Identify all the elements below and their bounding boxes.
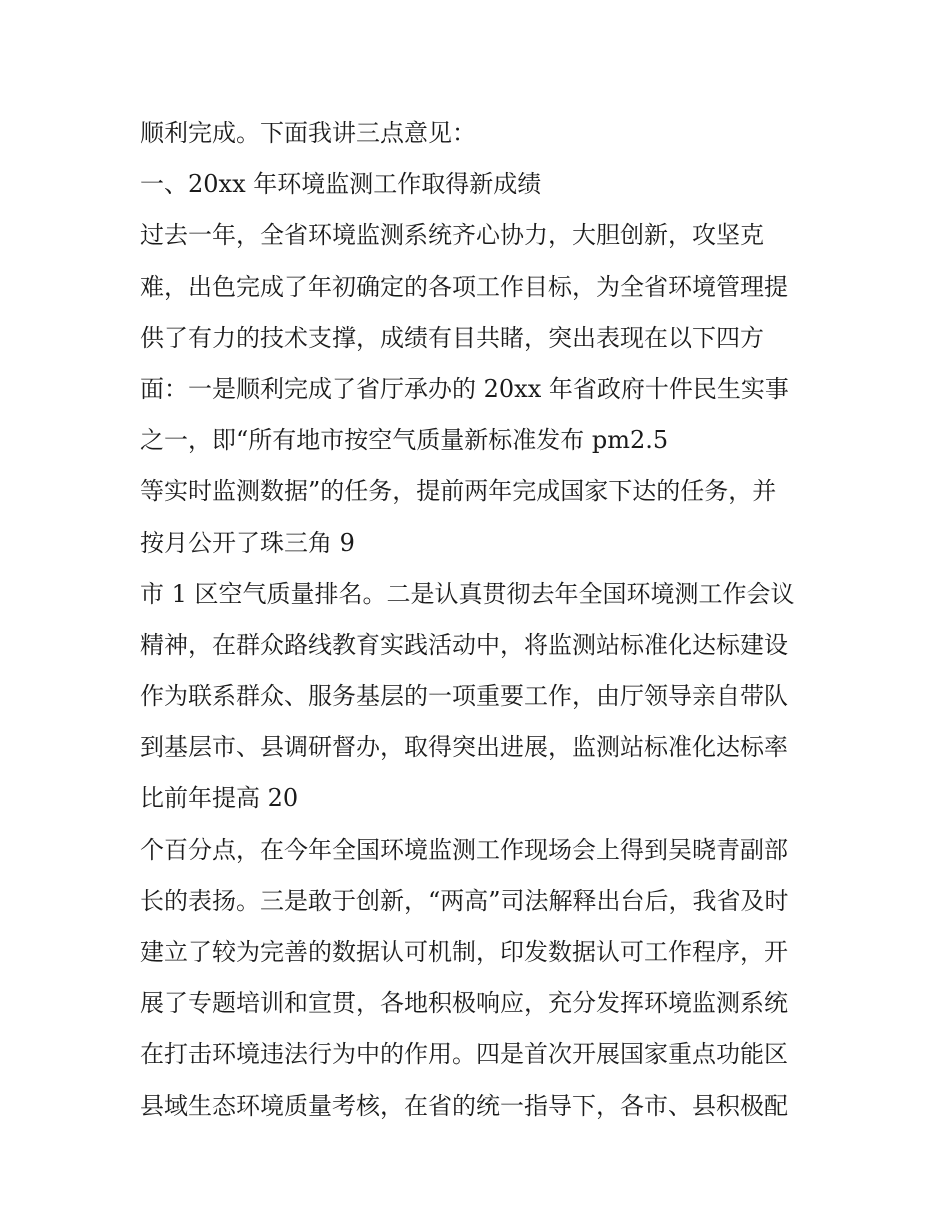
text-line: 精神，在群众路线教育实践活动中，将监测站标准化达标建设	[140, 630, 788, 659]
text-line: 之一，即“所有地市按空气质量新标准发布 pm2.5	[140, 426, 669, 455]
text-line: 个百分点，在今年全国环境监测工作现场会上得到吴晓青副部	[140, 835, 788, 864]
document-body	[140, 108, 820, 1132]
text-line: 按月公开了珠三角 9	[140, 528, 355, 557]
text-line: 县域生态环境质量考核，在省的统一指导下，各市、县积极配	[140, 1091, 788, 1120]
text-line: 建立了较为完善的数据认可机制，印发数据认可工作程序，开	[140, 938, 788, 966]
text-line: 顺利完成。下面我讲三点意见：	[140, 119, 476, 147]
section-heading: 一、20xx 年环境监测工作取得新成绩	[140, 170, 542, 199]
text-line: 难，出色完成了年初确定的各项工作目标，为全省环境管理提	[140, 272, 788, 301]
text-line: 供了有力的技术支撑，成绩有目共睹，突出表现在以下四方	[140, 323, 764, 352]
text-line: 在打击环境违法行为中的作用。四是首次开展国家重点功能区	[140, 1040, 788, 1069]
text-line: 长的表扬。三是敢于创新，“两高”司法解释出台后，我省及时	[140, 886, 789, 915]
text-line: 等实时监测数据”的任务，提前两年完成国家下达的任务，并	[140, 477, 777, 506]
text-line: 过去一年，全省环境监测系统齐心协力，大胆创新，攻坚克	[140, 221, 764, 250]
text-line: 作为联系群众、服务基层的一项重要工作，由厅领导亲自带队	[140, 682, 788, 711]
text-line: 比前年提高 20	[140, 784, 299, 813]
text-line: 展了专题培训和宣贯，各地积极响应，充分发挥环境监测系统	[140, 989, 788, 1018]
text-line: 面：一是顺利完成了省厅承办的 20xx 年省政府十件民生实事	[140, 374, 789, 403]
text-line: 市 1 区空气质量排名。二是认真贯彻去年全国环境测工作会议	[140, 579, 795, 608]
text-line: 到基层市、县调研督办，取得突出进展，监测站标准化达标率	[140, 733, 788, 762]
